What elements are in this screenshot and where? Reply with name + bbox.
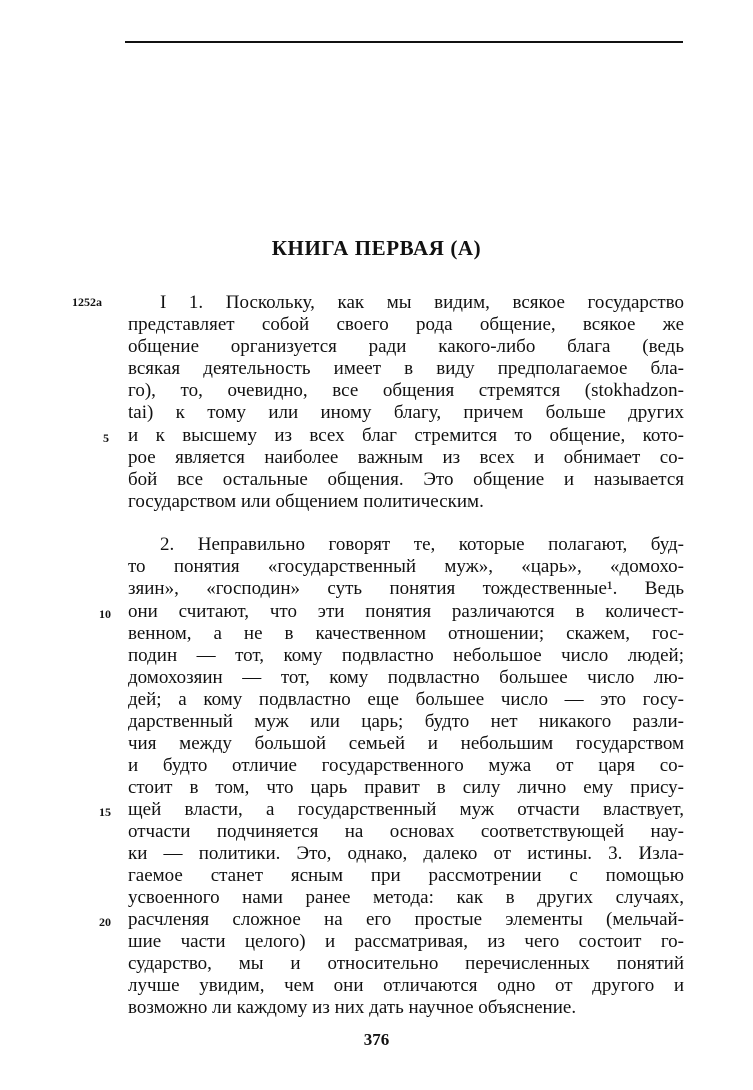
text-line: стоит в том, что царь правит в силу лично ему прису- — [128, 777, 684, 798]
text-line: то понятия «государственный муж», «царь», «домохо- — [128, 556, 684, 577]
text-line: усвоенного нами ранее метода: как в других случаях, — [128, 887, 684, 908]
text-line: представляет собой своего рода общение, всякое же — [128, 314, 684, 335]
line-number-5: 5 — [103, 431, 109, 445]
text-line: зяин», «господин» суть понятия тождественные¹. Ведь — [128, 578, 684, 599]
text-line: возможно ли каждому из них дать научное объяснение. — [128, 997, 577, 1018]
text-line: шие части целого) и рассматривая, из чего состоит го- — [128, 931, 684, 952]
text-line: гаемое станет ясным при рассмотрении с помощью — [128, 865, 684, 886]
text-line: и будто отличие государственного мужа от царя со- — [128, 755, 684, 776]
text-line: tai) к тому или иному благу, причем больше других — [128, 402, 684, 423]
text-line: домохозяин — тот, кому подвластно большее число лю- — [128, 667, 684, 688]
text-line: чия между большой семьей и небольшим государством — [128, 733, 684, 754]
text-line: всякая деятельность имеет в виду предполагаемое бла- — [128, 358, 684, 379]
text-line: отчасти подчиняется на основах соответствующей нау- — [128, 821, 684, 842]
text-line: I 1. Поскольку, как мы видим, всякое государство — [160, 292, 684, 313]
text-line: рое является наиболее важным из всех и обнимает со- — [128, 447, 684, 468]
book-title: КНИГА ПЕРВАЯ (А) — [271, 236, 482, 260]
text-line: го), то, очевидно, все общения стремятся (stokhadzon- — [128, 380, 684, 401]
text-line: сударство, мы и относительно перечисленных понятий — [128, 953, 684, 974]
bekker-marker: 1252a — [72, 295, 102, 309]
text-line: 2. Неправильно говорят те, которые полагают, буд- — [160, 534, 684, 555]
line-number-20: 20 — [99, 915, 111, 929]
text-line: и к высшему из всех благ стремится то общение, кото- — [128, 425, 684, 446]
line-number-15: 15 — [99, 805, 111, 819]
text-line: лучше увидим, чем они отличаются одно от другого и — [128, 975, 684, 996]
line-number-10: 10 — [99, 607, 111, 621]
text-line: подин — тот, кому подвластно небольшое число людей; — [128, 645, 684, 666]
header-rule — [125, 41, 683, 43]
text-line: щей власти, а государственный муж отчасти властвует, — [128, 799, 684, 820]
text-line: расчленяя сложное на его простые элементы (мельчай- — [128, 909, 684, 930]
text-line: дарственный муж или царь; будто нет никакого разли- — [128, 711, 684, 732]
page-number: 376 — [363, 1030, 390, 1049]
text-line: бой все остальные общения. Это общение и называется — [128, 469, 684, 490]
text-line: ки — политики. Это, однако, далеко от истины. 3. Изла- — [128, 843, 684, 864]
text-line: дей; а кому подвластно еще большее число — это госу- — [128, 689, 684, 710]
text-line: государством или общением политическим. — [128, 491, 484, 512]
text-line: они считают, что эти понятия различаются в количест- — [128, 601, 684, 622]
text-line: венном, а не в качественном отношении; скажем, гос- — [128, 623, 684, 644]
text-line: общение организуется ради какого-либо блага (ведь — [128, 336, 684, 357]
